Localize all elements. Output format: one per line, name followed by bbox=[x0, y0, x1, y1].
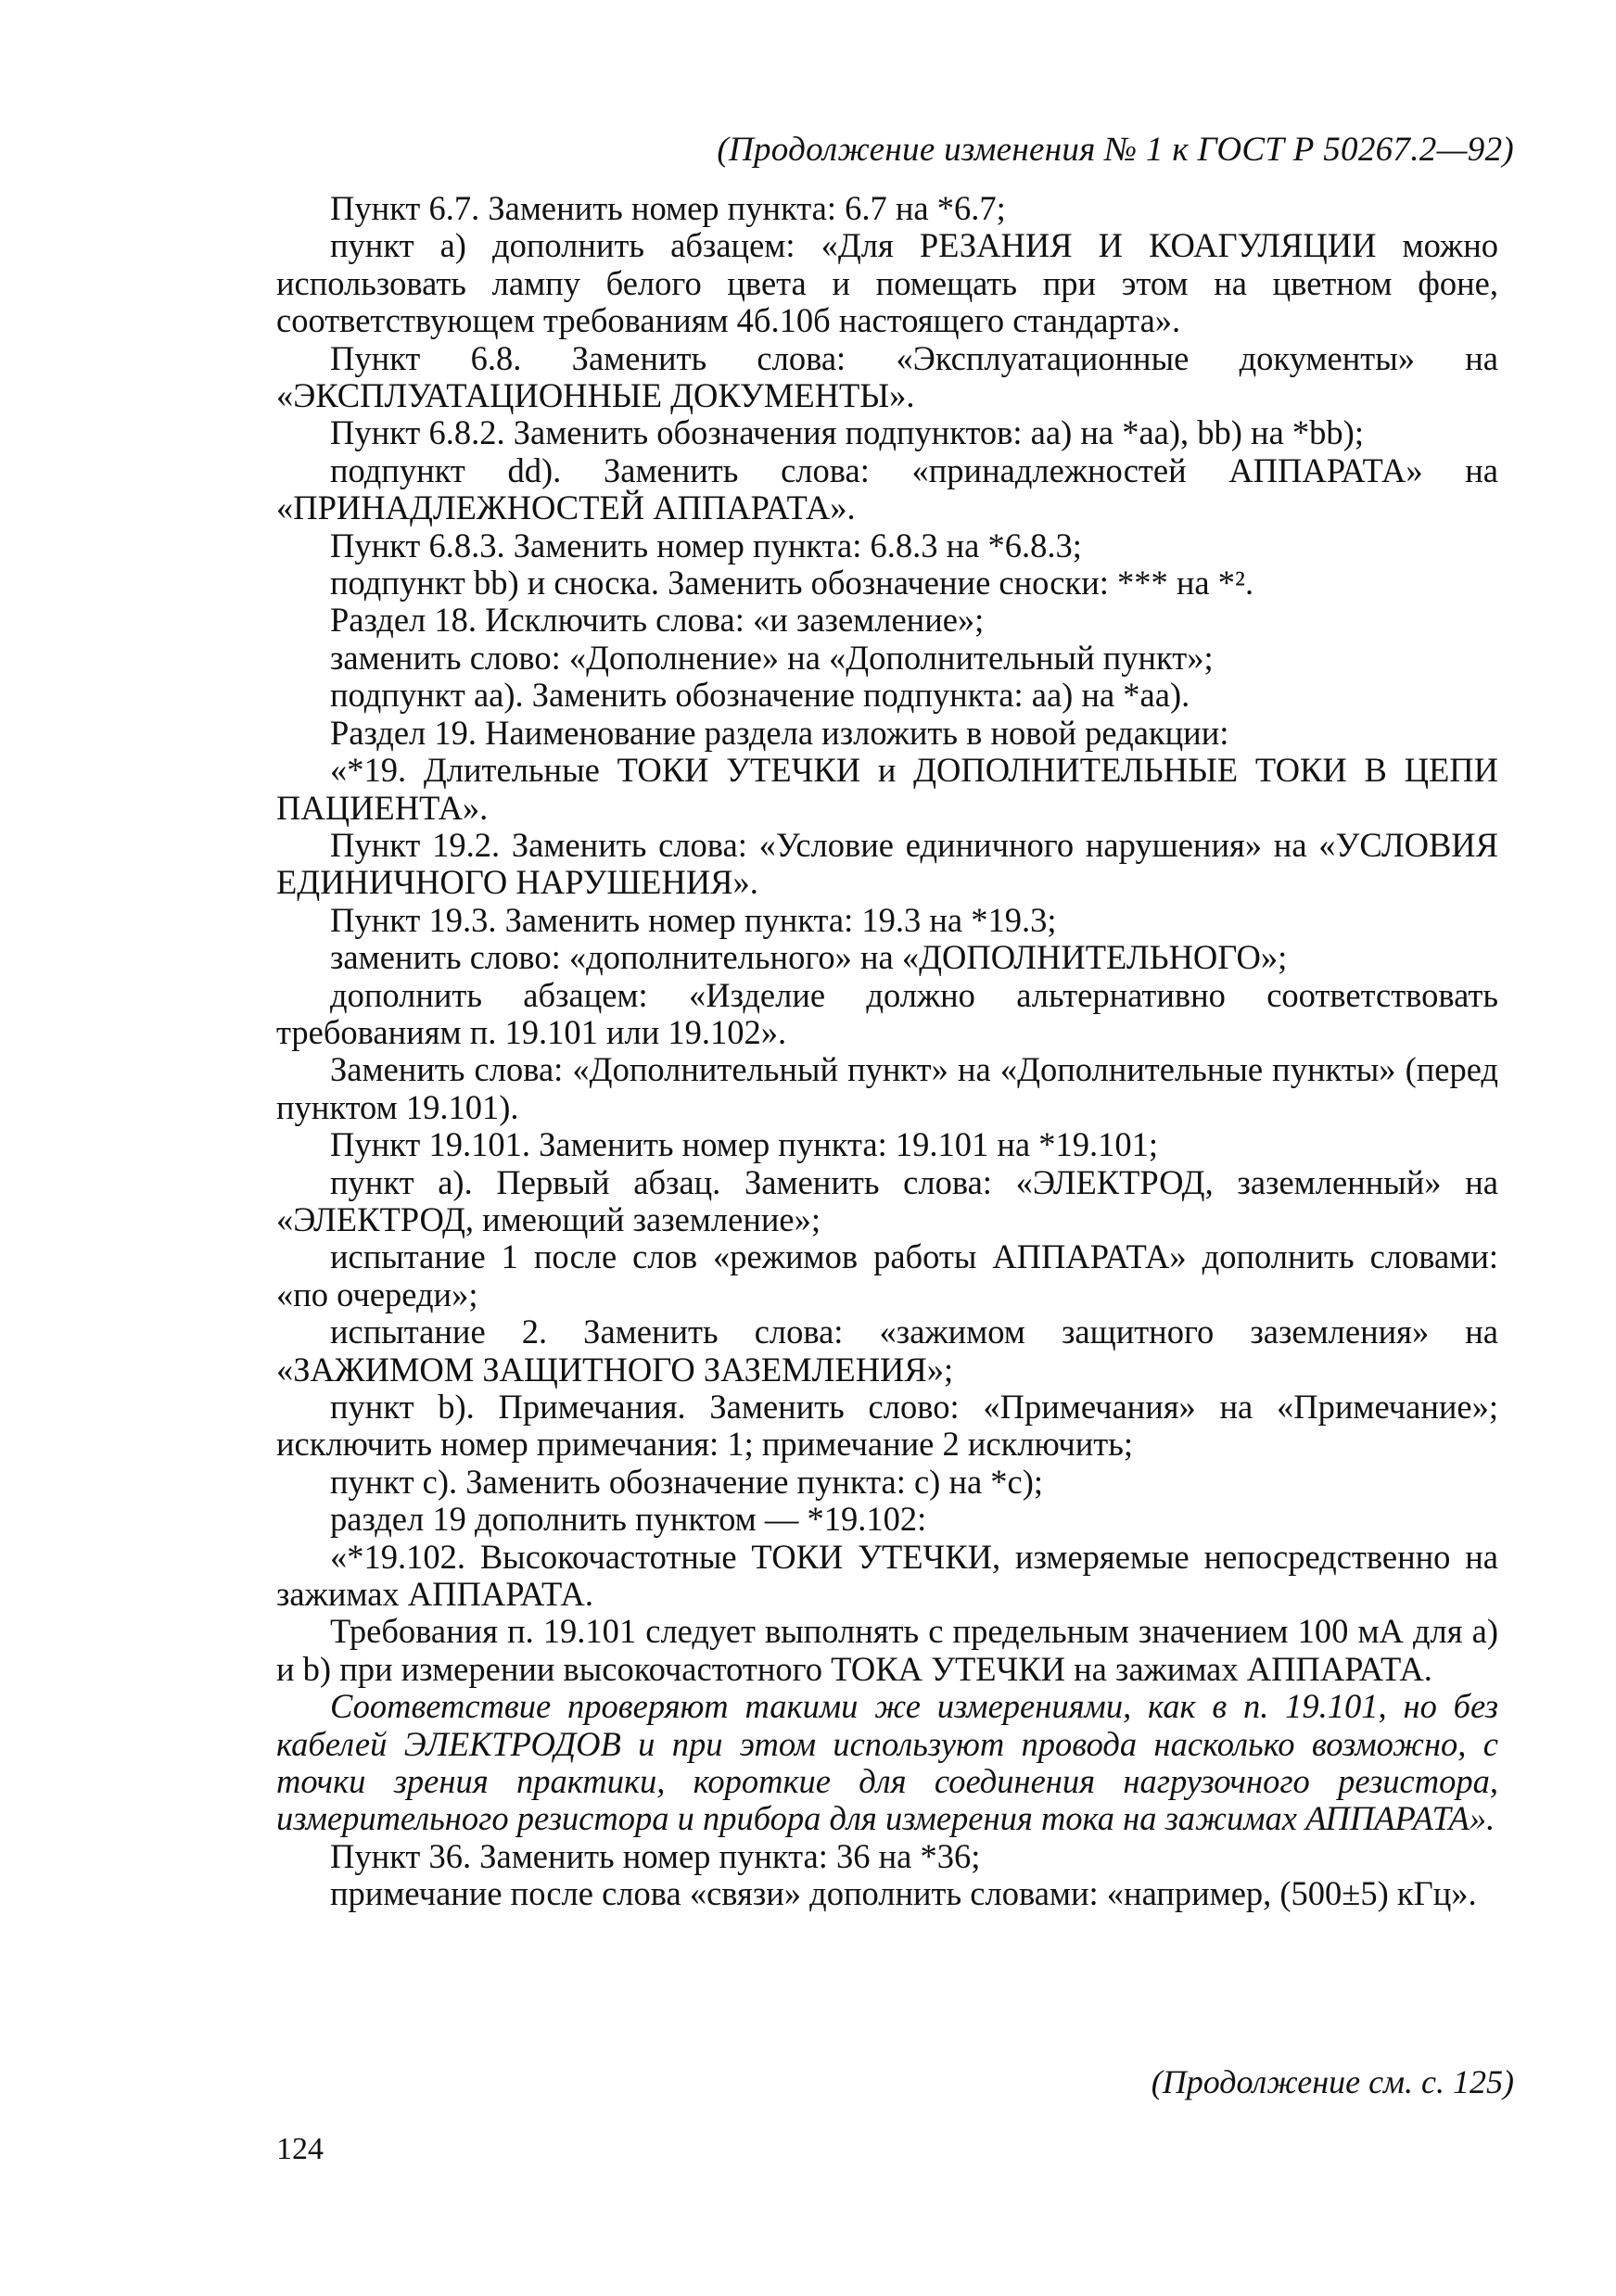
paragraph: заменить слово: «дополнительного» на «ДОПОЛНИТЕЛЬНОГО»; bbox=[330, 938, 1288, 977]
paragraph: пункт а) дополнить абзацем: «Для РЕЗАНИЯ И КОАГУЛЯЦИИ можно использовать лампу белого цвета и помещать при этом на цветном фоне, соответствующем требованиям 4б.10б настоящего стандарта». bbox=[276, 226, 1498, 340]
paragraph: подпункт bb) и сноска. Заменить обозначение сноски: *** на *². bbox=[330, 564, 1254, 603]
paragraph: подпункт аа). Заменить обозначение подпункта: аа) на *аа). bbox=[330, 676, 1190, 715]
paragraph: подпункт dd). Заменить слова: «принадлежностей АППАРАТА» на «ПРИНАДЛЕЖНОСТЕЙ АППАРАТА». bbox=[276, 450, 1498, 527]
continuation-note: (Продолжение см. с. 125) bbox=[1151, 2063, 1514, 2100]
paragraph: испытание 2. Заменить слова: «зажимом защитного заземления» на «ЗАЖИМОМ ЗАЩИТНОГО ЗАЗЕМЛЕНИЯ»; bbox=[276, 1313, 1498, 1389]
paragraph: Пункт 6.7. Заменить номер пункта: 6.7 на *6.7; bbox=[330, 189, 1006, 227]
paragraph: Пункт 19.101. Заменить номер пункта: 19.101 на *19.101; bbox=[330, 1125, 1158, 1164]
paragraph: пункт а). Первый абзац. Заменить слова: «ЭЛЕКТРОД, заземленный» на «ЭЛЕКТРОД, имеющий заземление»; bbox=[276, 1162, 1498, 1238]
paragraph: Пункт 6.8.3. Заменить номер пункта: 6.8.3 на *6.8.3; bbox=[330, 526, 1082, 564]
paragraph: примечание после слова «связи» дополнить словами: «например, (500±5) кГц». bbox=[330, 1874, 1477, 1913]
paragraph: Пункт 19.2. Заменить слова: «Условие единичного нарушения» на «УСЛОВИЯ ЕДИНИЧНОГО НАРУШЕНИЯ». bbox=[276, 825, 1498, 902]
paragraph: Пункт 36. Заменить номер пункта: 36 на *36; bbox=[330, 1836, 981, 1875]
paragraph: Пункт 19.3. Заменить номер пункта: 19.3 на *19.3; bbox=[330, 900, 1057, 939]
paragraph: Соответствие проверяют такими же измерениями, как в п. 19.101, но без кабелей ЭЛЕКТРОДОВ и при этом используют провода насколько возможно, с точки зрения практики, короткие для соединения нагрузочного резистора, измерительного резистора и прибора для измерения тока на зажимах АППАРАТА». bbox=[276, 1687, 1498, 1838]
paragraph: заменить слово: «Дополнение» на «Дополнительный пункт»; bbox=[330, 638, 1214, 677]
paragraph: Раздел 18. Исключить слова: «и заземление»; bbox=[330, 601, 985, 640]
paragraph: Раздел 19. Наименование раздела изложить в новой редакции: bbox=[330, 713, 1229, 752]
paragraph: Пункт 6.8.2. Заменить обозначения подпунктов: аа) на *аа), bb) на *bb); bbox=[330, 413, 1364, 452]
paragraph: испытание 1 после слов «режимов работы АППАРАТА» дополнить словами: «по очереди»; bbox=[276, 1237, 1498, 1313]
paragraph: пункт с). Заменить обозначение пункта: с) на *с); bbox=[330, 1462, 1044, 1501]
page-header: (Продолжение изменения № 1 к ГОСТ Р 50267.2—92) bbox=[717, 131, 1514, 169]
paragraph: Пункт 6.8. Заменить слова: «Эксплуатационные документы» на «ЭКСПЛУАТАЦИОННЫЕ ДОКУМЕНТЫ». bbox=[276, 338, 1498, 415]
paragraph: «*19. Длительные ТОКИ УТЕЧКИ и ДОПОЛНИТЕЛЬНЫЕ ТОКИ В ЦЕПИ ПАЦИЕНТА». bbox=[276, 751, 1498, 827]
paragraph: пункт b). Примечания. Заменить слово: «Примечания» на «Примечание»; исключить номер примечания: 1; примечание 2 исключить; bbox=[276, 1388, 1498, 1464]
paragraph: дополнить абзацем: «Изделие должно альтернативно соответствовать требованиям п. 19.101 или 19.102». bbox=[276, 975, 1498, 1051]
paragraph: раздел 19 дополнить пунктом — *19.102: bbox=[330, 1500, 927, 1539]
page-number: 124 bbox=[276, 2132, 324, 2166]
paragraph: «*19.102. Высокочастотные ТОКИ УТЕЧКИ, измеряемые непосредственно на зажимах АППАРАТА. bbox=[276, 1537, 1498, 1614]
document-body bbox=[276, 190, 1498, 1913]
paragraph: Заменить слова: «Дополнительный пункт» на «Дополнительные пункты» (перед пунктом 19.101). bbox=[276, 1050, 1498, 1126]
paragraph: Требования п. 19.101 следует выполнять с предельным значением 100 мА для а) и b) при измерении высокочастотного ТОКА УТЕЧКИ на зажимах АППАРАТА. bbox=[276, 1612, 1498, 1688]
